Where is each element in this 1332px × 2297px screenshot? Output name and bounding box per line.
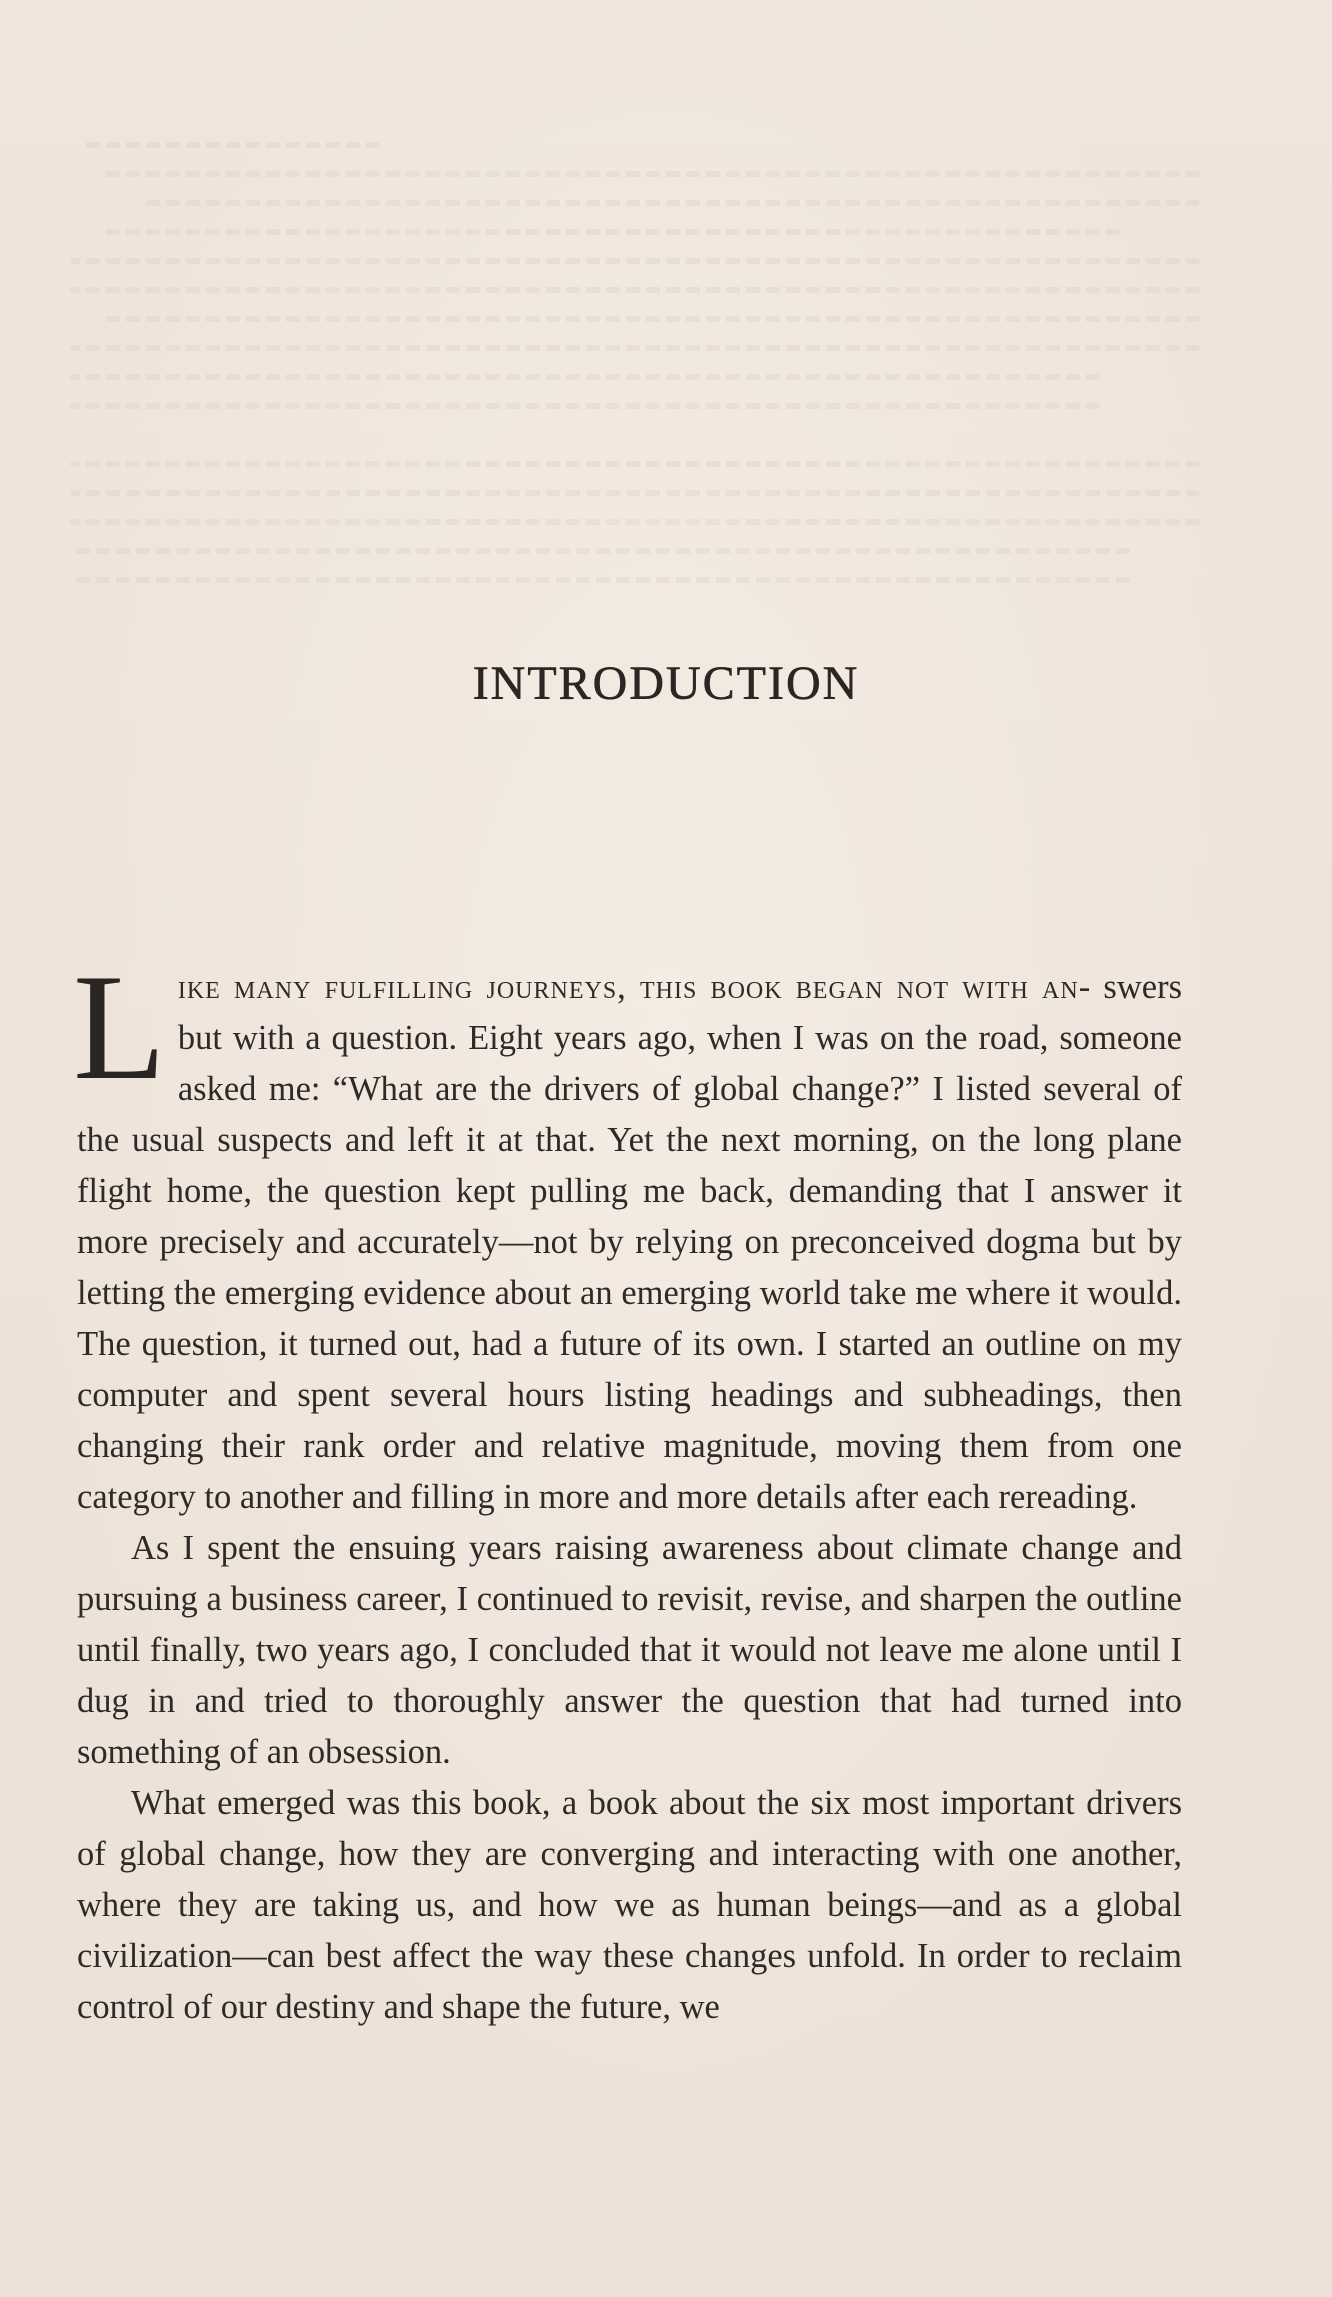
paragraph-1 <box>73 943 1182 1523</box>
show-through-texture <box>70 120 1200 606</box>
paragraph-2: As I spent the ensuing years raising awareness about climate change and pursuing a business career, I continued to revisit, revise, and sharpen the outline until finally, two years ago, I concluded that it would not leave me alone until I dug in and tried to thoroughly answer the question that had turned into something of an obsession. <box>77 1529 1182 1771</box>
body-text <box>73 943 1182 2033</box>
paragraph-1-text: swers but with a question. Eight years ago, when I was on the road, someone asked me: “What are the drivers of global change?” I listed several of the usual suspects and left it at that. Yet the next morning, on the long plane flight home, the question kept pulling me back, demanding that I answer it more precisely and accurately—not by relying on preconceived dogma but by letting the emerging evidence about an emerging world take me where it would. The question, it turned out, had a future of its own. I started an outline on my computer and spent several hours listing headings and subheadings, then changing their rank order and relative magnitude, moving them from one category to another and filling in more and more details after each rereading. <box>77 968 1182 1516</box>
chapter-title: INTRODUCTION <box>472 657 860 710</box>
drop-cap: L <box>73 943 166 1111</box>
paragraph-3: What emerged was this book, a book about the six most important drivers of global change, how they are converging and interacting with one another, where they are taking us, and how we as human beings—and as a global civilization—can best affect the way these changes unfold. In order to reclaim control of our destiny and shape the future, we <box>77 1784 1182 2026</box>
opening-small-caps: ike many fulfilling journeys, this book began not with an- <box>177 968 1092 1006</box>
